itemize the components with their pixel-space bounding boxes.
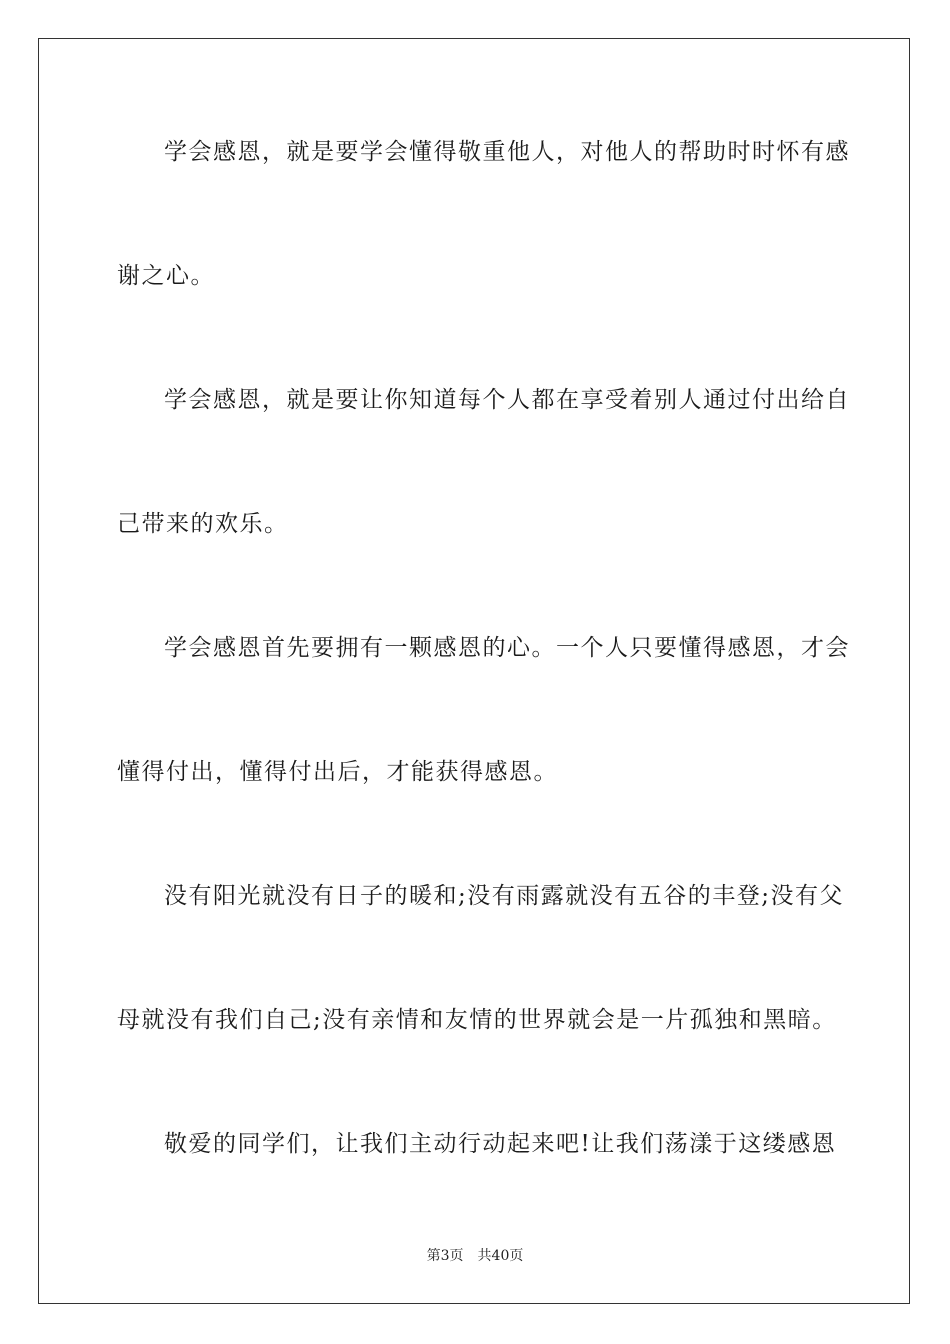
text-line: 母就没有我们自己;没有亲情和友情的世界就会是一片孤独和黑暗。 xyxy=(117,1007,837,1033)
text-line: 学会感恩，就是要学会懂得敬重他人，对他人的帮助时时怀有感 xyxy=(164,139,850,165)
text-line: 敬爱的同学们，让我们主动行动起来吧!让我们荡漾于这缕感恩 xyxy=(164,1131,837,1157)
text-line: 学会感恩，就是要让你知道每个人都在享受着别人通过付出给自 xyxy=(164,387,850,413)
document-body xyxy=(117,139,850,1255)
text-line: 己带来的欢乐。 xyxy=(117,511,289,537)
text-line: 谢之心。 xyxy=(117,263,215,289)
text-line: 没有阳光就没有日子的暖和;没有雨露就没有五谷的丰登;没有父 xyxy=(164,883,844,909)
page-frame xyxy=(38,38,910,1304)
text-line: 学会感恩首先要拥有一颗感恩的心。一个人只要懂得感恩，才会 xyxy=(164,635,850,661)
page-footer xyxy=(0,1247,950,1265)
text-line: 懂得付出，懂得付出后，才能获得感恩。 xyxy=(117,759,558,785)
page-total: 共40页 xyxy=(477,1248,524,1264)
page-number: 第3页 xyxy=(426,1248,464,1264)
